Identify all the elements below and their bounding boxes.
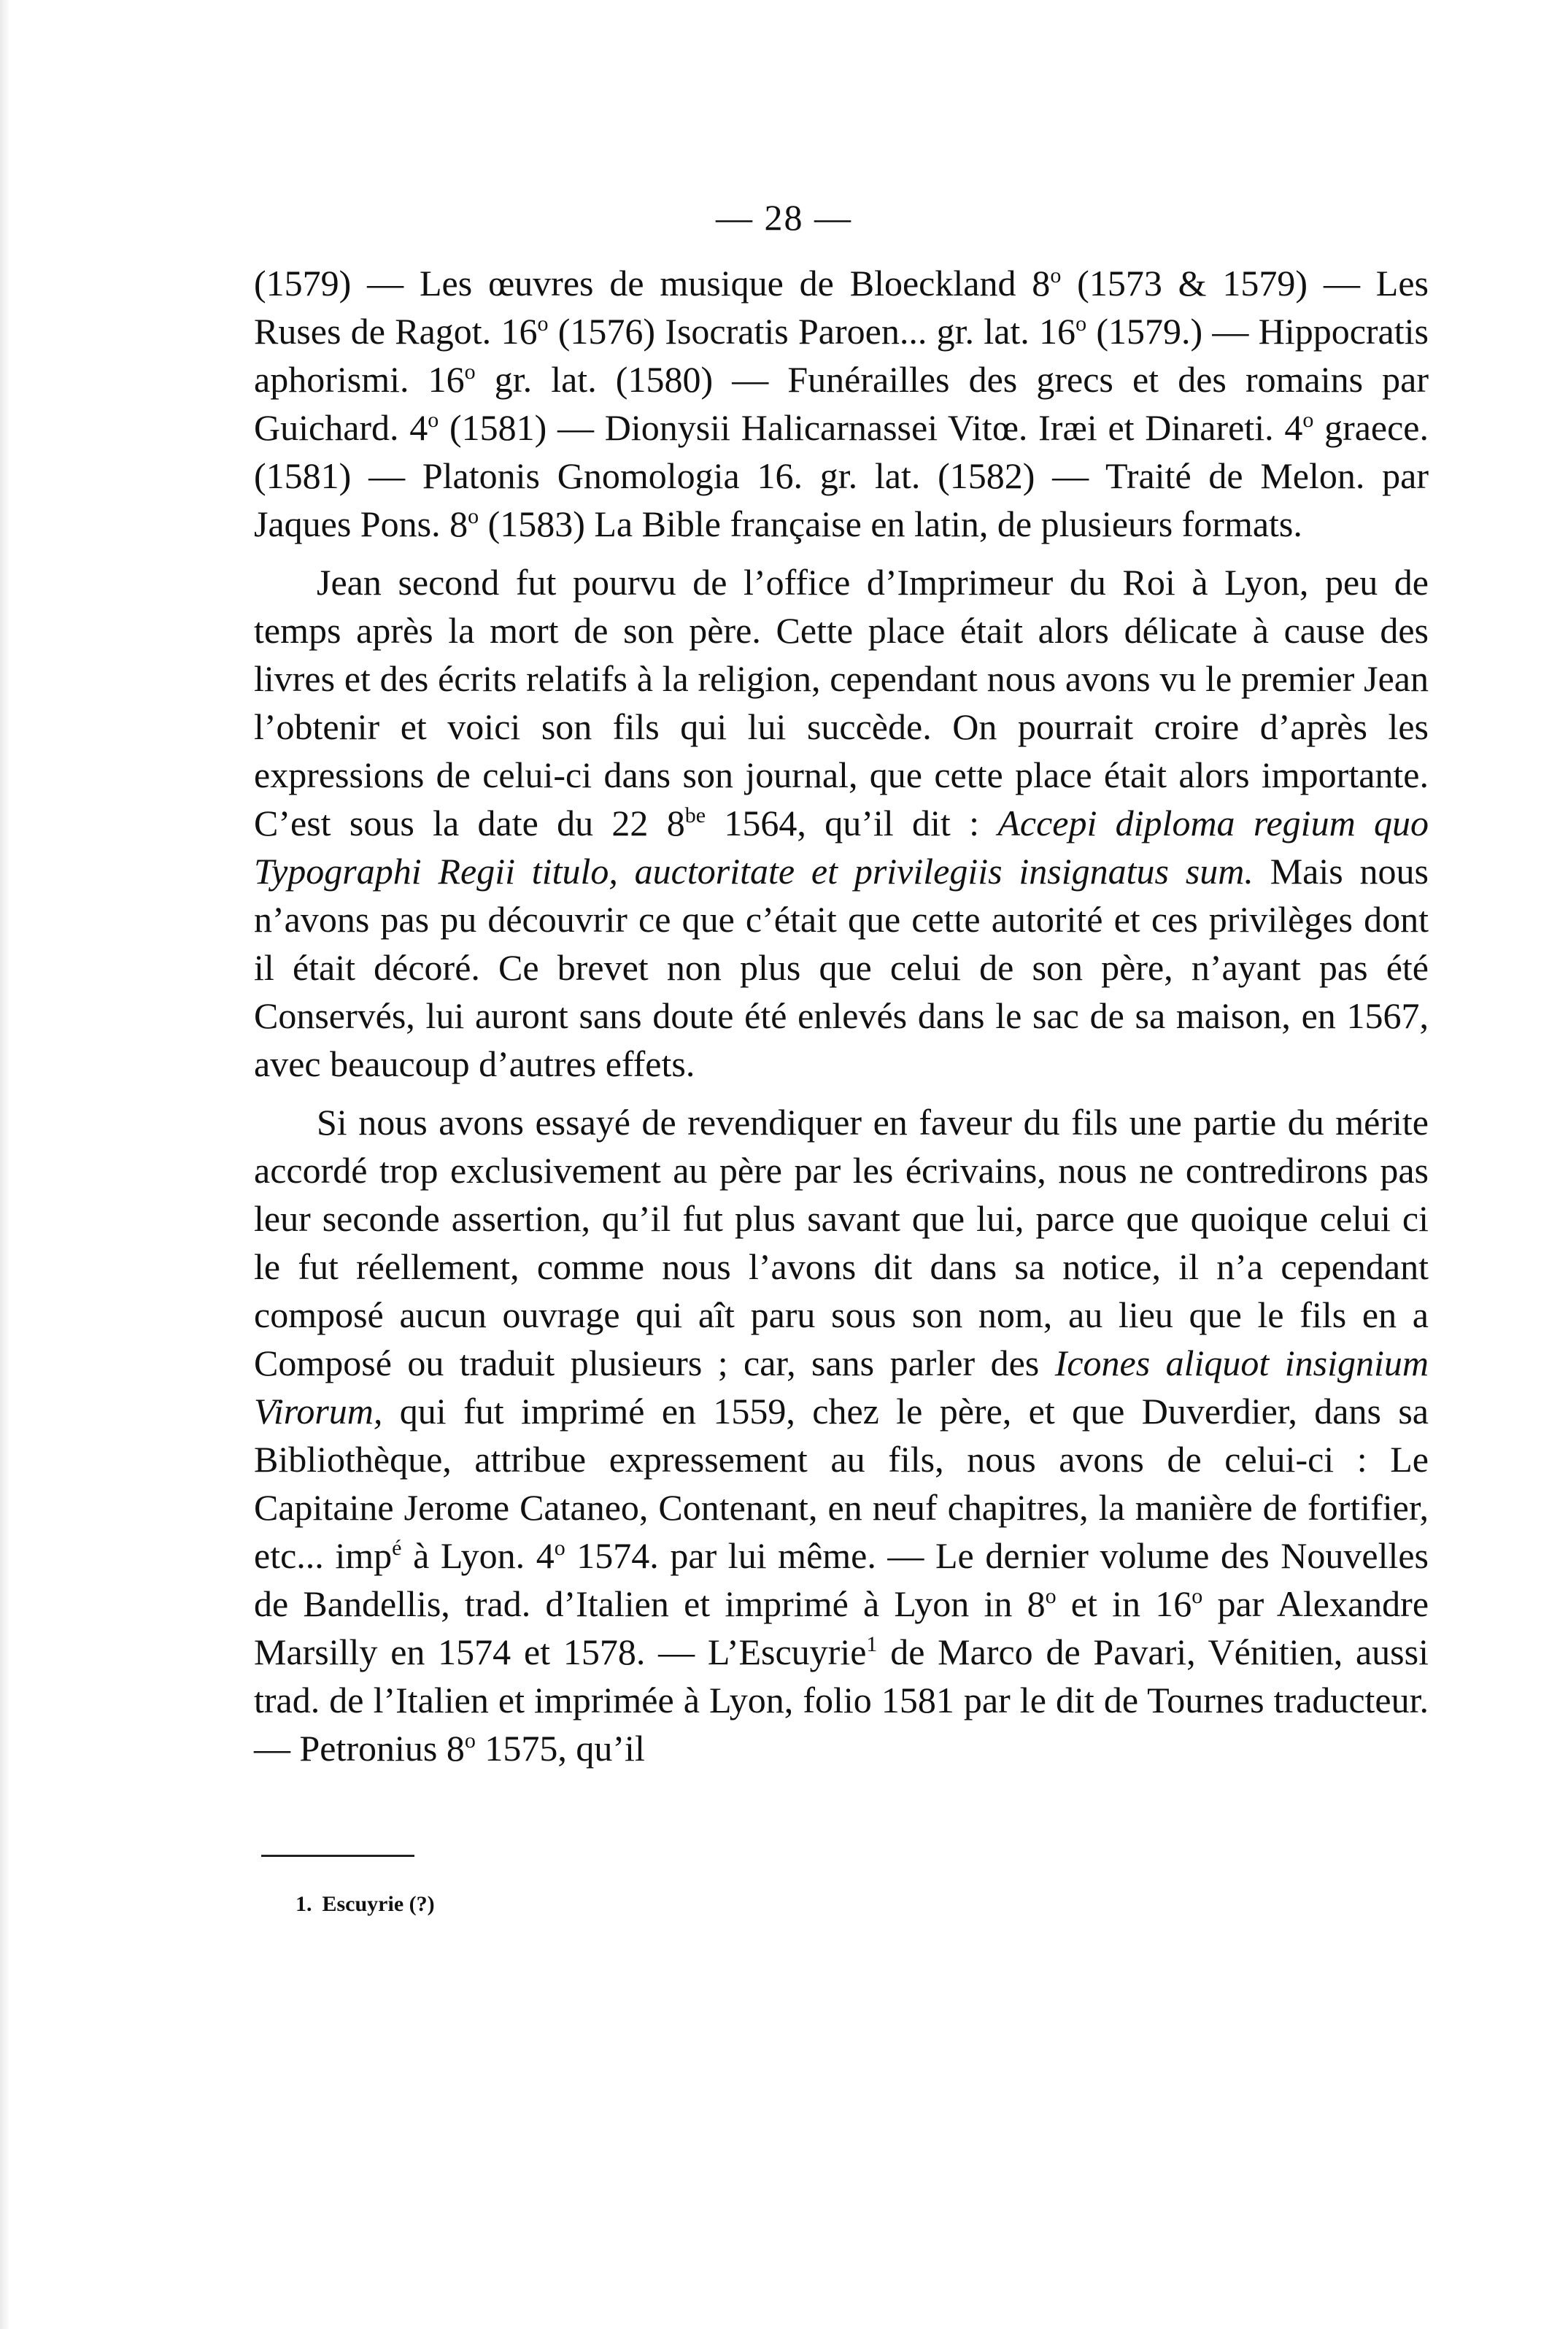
superscript: o <box>1192 1584 1203 1608</box>
superscript: o <box>464 360 476 384</box>
text-run: graece. (1581) — Platonis Gnomologia 16. gr. lat. (1582) — Traité de Melon. par Jaques Pons. 8 <box>254 407 1429 544</box>
text-run: 1575, qu’il <box>475 1728 645 1769</box>
superscript: be <box>684 803 706 827</box>
paragraph-continuation <box>254 259 1429 548</box>
text-run: par Alexandre Marsilly en 1574 et 1578. — L’Escuyrie <box>254 1583 1429 1672</box>
text-run: 1564, qu’il dit : <box>706 803 998 843</box>
text-run: (1573 & 1579) — Les Ruses de Ragot. 16 <box>254 263 1429 352</box>
footnote-text: Escuyrie (?) <box>322 1892 435 1916</box>
text-run: Si nous avons essayé de revendiquer en faveur du fils une partie du mérite accordé trop exclusivement au père par les écrivains, nous ne contredirons pas leur seconde assertion, qu’il fut plus savant que lui, parce que quoique celui ci le fut réellement, comme nous l’avons dit dans sa notice, il n’a cependant composé aucun ouvrage qui aît paru sous son nom, au lieu que le fils en a Composé ou traduit plusieurs ; car, sans parler des <box>254 1102 1429 1383</box>
text-run: Jean second fut pourvu de l’office d’Imprimeur du Roi à Lyon, peu de temps après la mort de son père. Cette place était alors délicate à cause des livres et des écrits relatifs à la religion, cependant nous avons vu le premier Jean l’obtenir et voici son fils qui lui succède. On pourrait croire d’après les expressions de celui-ci dans son journal, que cette place était alors importante. C’est sous la date du 22 8 <box>254 562 1429 843</box>
superscript: o <box>554 1536 565 1560</box>
superscript: o <box>537 312 549 336</box>
text-run: Mais nous n’avons pas pu découvrir ce que c’était que cette autorité et ces privilèges dont il était décoré. Ce brevet non plus que celui de son père, n’ayant pas été Conservés, lui auront sans doute été enlevés dans le sac de sa maison, en 1567, avec beaucoup d’autres effets. <box>254 851 1429 1084</box>
text-run: de Marco de Pavari, Vénitien, aussi trad. de l’Italien et imprimée à Lyon, folio 1581 par le dit de Tournes traducteur. — Petronius 8 <box>254 1631 1429 1769</box>
italic-title: Icones aliquot insignium Virorum, <box>254 1343 1429 1432</box>
superscript: 1 <box>866 1632 878 1656</box>
superscript: o <box>1075 312 1087 336</box>
text-run: et in 16 <box>1056 1583 1192 1624</box>
superscript: o <box>464 1729 476 1753</box>
paragraph-si-nous-avons <box>254 1098 1429 1772</box>
text-run: (1583) La Bible française en latin, de plusieurs formats. <box>479 503 1302 544</box>
footnote <box>296 1890 435 1919</box>
text-run: (1579) — Les œuvres de musique de Bloeckland 8 <box>254 263 1051 304</box>
text-run: (1576) Isocratis Paroen... gr. lat. 16 <box>548 311 1076 352</box>
text-run: 1574. par lui même. — Le dernier volume des Nouvelles de Bandellis, trad. d’Italien et imprimé à Lyon in 8 <box>254 1535 1429 1624</box>
text-run: (1579.) — Hippocratis aphorismi. 16 <box>254 311 1429 400</box>
paragraph-jean-second <box>254 558 1429 1088</box>
superscript: o <box>1050 263 1062 287</box>
italic-title: Accepi diploma regium quo Typographi Regii titulo, auctoritate et privilegiis insignatus sum. <box>254 803 1429 892</box>
superscript: o <box>1302 408 1314 432</box>
text-run: à Lyon. 4 <box>401 1535 555 1576</box>
page-number: — 28 — <box>716 197 852 238</box>
footnote-number: 1. <box>296 1892 312 1916</box>
body-text <box>254 259 1429 1772</box>
text-run: gr. lat. (1580) — Funérailles des grecs et des romains par Guichard. 4 <box>254 359 1429 448</box>
superscript: é <box>392 1536 402 1560</box>
footnote-divider <box>261 1855 414 1857</box>
superscript: o <box>1045 1584 1057 1608</box>
scan-edge-shadow <box>0 0 10 2329</box>
text-run: qui fut imprimé en 1559, chez le père, et que Duverdier, dans sa Bibliothèque, attribue expressement au fils, nous avons de celui-ci : Le Capitaine Jerome Cataneo, Contenant, en neuf chapitres, la manière de fortifier, etc... imp <box>254 1391 1429 1576</box>
superscript: o <box>468 504 479 528</box>
text-run: (1581) — Dionysii Halicarnassei Vitœ. Iræi et Dinareti. 4 <box>439 407 1303 448</box>
superscript: o <box>428 408 439 432</box>
